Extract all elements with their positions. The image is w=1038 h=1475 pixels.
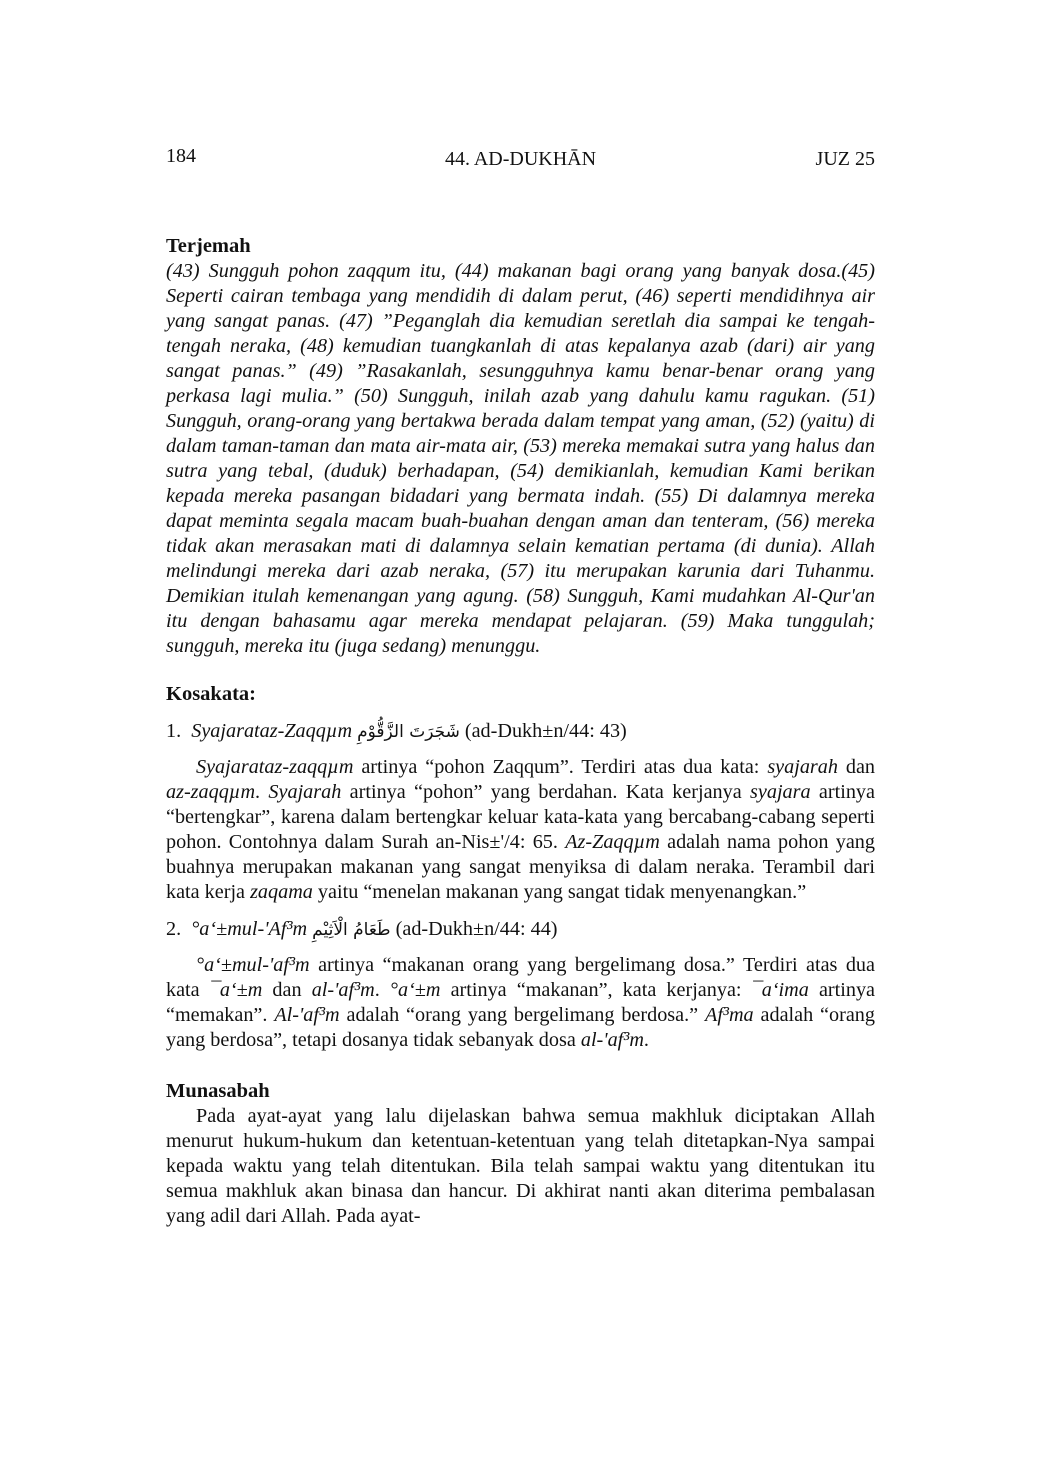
terjemah-heading: Terjemah (166, 235, 251, 257)
text-segment: . (255, 781, 269, 803)
italic-term: zaqama (250, 881, 313, 903)
italic-term: ¯a‘±m (209, 979, 263, 1001)
italic-term: Syajarah (268, 781, 342, 803)
munasabah-section (166, 1079, 875, 1229)
kosakata-heading: Kosakata: (166, 683, 256, 705)
page-body (166, 234, 875, 1229)
text-segment: . (374, 979, 390, 1001)
item-reference: (ad-Dukh±n/44: 43) (464, 720, 627, 742)
italic-term: ¯a‘ima (751, 979, 809, 1001)
italic-term: Syajarataz-zaqqµm (196, 756, 354, 778)
kosakata-item-title (166, 719, 875, 745)
item-number: 1. (166, 720, 182, 742)
italic-term: al-'af³m (580, 1029, 644, 1051)
item-number: 2. (166, 918, 182, 940)
running-title: 44. AD-DUKHĀN (444, 148, 597, 170)
text-segment: yaitu “menelan makanan yang sangat tidak menyenangkan.” (312, 881, 807, 903)
italic-term: al-'af³m (311, 979, 375, 1001)
text-segment: adalah “orang yang berdosa”, tetapi dosanya tidak sebanyak dosa (166, 1004, 875, 1051)
italic-term: syajara (750, 781, 811, 803)
text-segment: artinya “bertengkar”, karena dalam bertengkar keluar kata-kata yang bercabang-cabang seperti pohon. Contohnya dalam Surah an-Nis±'/4: 65. (166, 781, 875, 853)
italic-term: az-zaqqµm (166, 781, 256, 803)
text-segment: . (643, 1029, 649, 1051)
item-term: Syajarataz-Zaqqµm (191, 720, 353, 742)
text-segment: artinya “pohon” yang berdahan. Kata kerjanya (341, 781, 751, 803)
page-number: 184 (166, 145, 196, 167)
page-header (166, 145, 875, 173)
kosakata-item-explanation (166, 755, 875, 905)
italic-term: Al-'af³m (274, 1004, 340, 1026)
text-segment: artinya “makanan”, kata kerjanya: (440, 979, 752, 1001)
item-arabic: طَعَامُ الْاَثِيْمِ (312, 920, 391, 940)
item-reference: (ad-Dukh±n/44: 44) (395, 918, 558, 940)
italic-term: °a‘±mul-'af³m (196, 954, 310, 976)
munasabah-heading: Munasabah (166, 1080, 270, 1102)
italic-term: Az-Zaqqµm (565, 831, 660, 853)
text-segment: artinya “memakan”. (166, 979, 875, 1026)
text-segment: artinya “pohon Zaqqum”. Terdiri atas dua kata: (353, 756, 768, 778)
italic-term: °a‘±m (389, 979, 441, 1001)
item-arabic: شَجَرَتَ الزَّقُّوْمِ (357, 722, 460, 742)
text-segment: dan (262, 979, 312, 1001)
text-segment: dan (837, 756, 876, 778)
text-segment: artinya “makanan orang yang bergelimang dosa.” Terdiri atas dua kata (166, 954, 875, 1001)
munasabah-text: Pada ayat-ayat yang lalu dijelaskan bahwa semua makhluk diciptakan Allah menurut hukum-hukum dan ketentuan-ketentuan yang telah ditetapkan-Nya sampai kepada waktu yang telah ditentukan. Bila telah sampai waktu yang ditentukan itu semua makhluk akan binasa dan hancur. Di akhirat nanti akan diterima pembalasan yang adil dari Allah. Pada ayat- (166, 1105, 875, 1227)
kosakata-item-title (166, 917, 875, 943)
kosakata-item-explanation (166, 953, 875, 1053)
italic-term: Af³ma (704, 1004, 754, 1026)
terjemah-text: (43) Sungguh pohon zaqqum itu, (44) makanan bagi orang yang banyak dosa.(45) Seperti cairan tembaga yang mendidih di dalam perut, (46) seperti mendidihnya air yang sangat panas. (47) ”Peganglah dia kemudian seretlah dia sampai ke tengah-tengah neraka, (48) kemudian tuangkanlah di atas kepalanya azab (dari) air yang sangat panas.” (49) ”Rasakanlah, sesungguhnya kamu benar-benar orang yang perkasa lagi mulia.” (50) Sungguh, inilah azab yang dahulu kamu ragukan. (51) Sungguh, orang-orang yang bertakwa berada dalam tempat yang aman, (52) (yaitu) di dalam taman-taman dan mata air-mata air, (53) mereka memakai sutra yang halus dan sutra yang tebal, (duduk) berhadapan, (54) demikianlah, kemudian Kami berikan kepada mereka pasangan bidadari yang bermata indah. (55) Di dalamnya mereka dapat meminta segala macam buah-buahan dengan aman dan tenteram, (56) mereka tidak akan merasakan mati di dalamnya selain kematian pertama (di dunia). Allah melindungi mereka dari azab neraka, (57) itu merupakan karunia dari Tuhanmu. Demikian itulah kemenangan yang agung. (58) Sungguh, Kami mudahkan Al-Qur'an itu dengan bahasamu agar mereka mendapat pelajaran. (59) Maka tunggulah; sungguh, mereka itu (juga sedang) menunggu. (166, 260, 875, 657)
juz-label: JUZ 25 (815, 148, 875, 170)
italic-term: syajarah (767, 756, 838, 778)
text-segment: adalah “orang yang bergelimang berdosa.” (339, 1004, 705, 1026)
text-segment: adalah nama pohon yang buahnya merupakan makanan yang sangat menyiksa di dalam neraka. Terambil dari kata kerja (166, 831, 875, 903)
kosakata-section (166, 682, 875, 1053)
terjemah-section (166, 234, 875, 659)
item-term: °a‘±mul-'Af³m (191, 918, 308, 940)
